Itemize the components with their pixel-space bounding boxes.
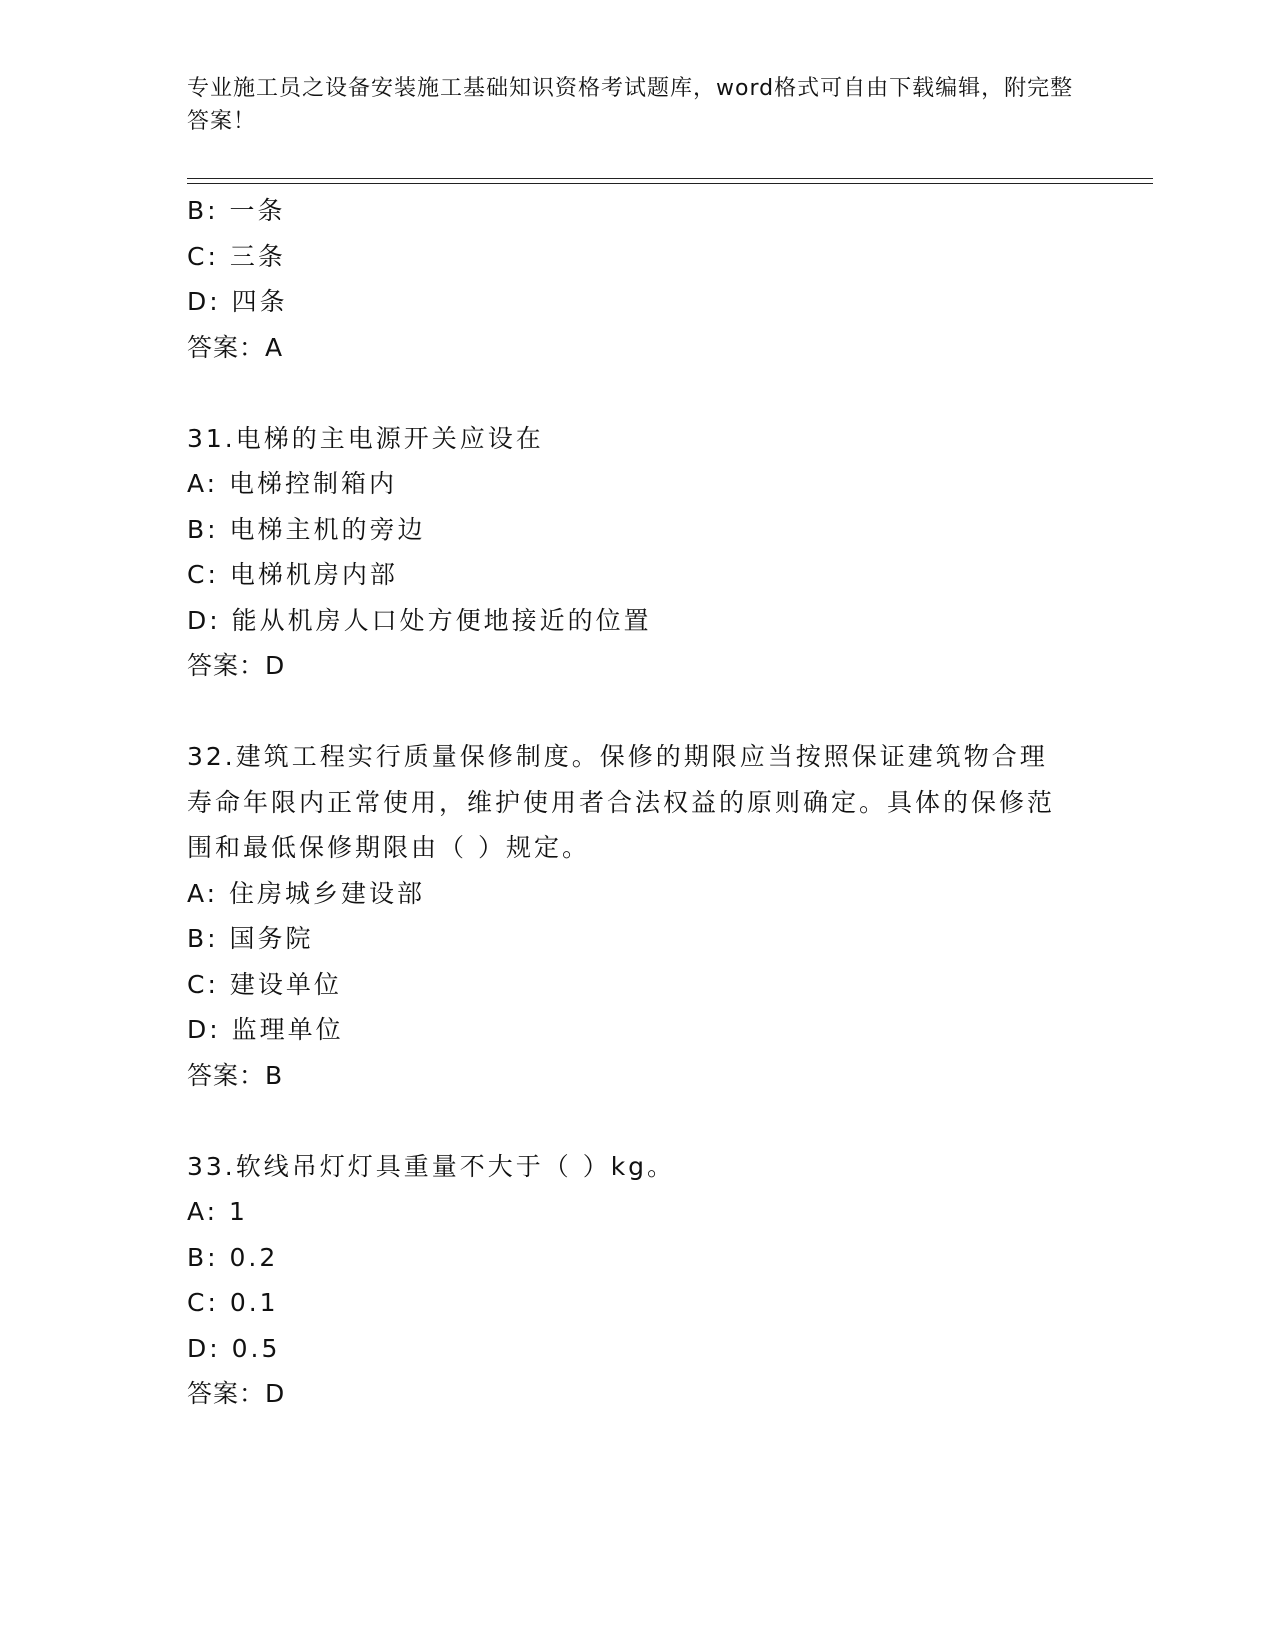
question-stem: 33.软线吊灯灯具重量不大于（ ）kg。 [187, 1151, 676, 1181]
option-b: B: 国务院 [187, 924, 314, 953]
option-b: B: 一条 [187, 196, 286, 225]
option-c: C: 建设单位 [187, 969, 342, 999]
question-31 [187, 416, 1087, 689]
option-d: D: 0.5 [187, 1333, 281, 1363]
question-stem: 32.建筑工程实行质量保修制度。保修的期限应当按照保证建筑物合理寿命年限内正常使用，维护使用者合法权益的原则确定。具体的保修范围和最低保修期限由（ ）规定。 [187, 742, 1056, 862]
document-title: 专业施工员之设备安装施工基础知识资格考试题库，word格式可自由下载编辑，附完整答案！ [187, 76, 1074, 134]
option-a: A: 住房城乡建设部 [187, 878, 426, 908]
spacer [187, 689, 1087, 735]
answer-line: 答案：B [187, 1060, 284, 1090]
question-32 [187, 734, 1087, 1098]
answer-line: 答案：D [187, 651, 286, 680]
question-list [187, 188, 1087, 1417]
header-divider-top [187, 178, 1153, 179]
option-c: C: 电梯机房内部 [187, 560, 398, 589]
question-stem: 31.电梯的主电源开关应设在 [187, 423, 544, 453]
option-c: C: 0.1 [187, 1288, 279, 1317]
answer-line: 答案：A [187, 332, 284, 362]
option-c: C: 三条 [187, 241, 286, 271]
option-d: D: 能从机房人口处方便地接近的位置 [187, 605, 652, 635]
answer-line: 答案：D [187, 1379, 286, 1408]
option-b: B: 0.2 [187, 1242, 279, 1272]
option-b: B: 电梯主机的旁边 [187, 514, 426, 544]
question-33 [187, 1144, 1087, 1417]
option-d: D: 监理单位 [187, 1015, 344, 1044]
option-a: A: 电梯控制箱内 [187, 469, 398, 498]
spacer [187, 1098, 1087, 1144]
option-a: A: 1 [187, 1197, 248, 1226]
option-d: D: 四条 [187, 287, 288, 316]
header-divider-bottom [187, 183, 1153, 184]
question-30-continued [187, 188, 1087, 370]
document-header [187, 72, 1087, 138]
spacer [187, 370, 1087, 416]
